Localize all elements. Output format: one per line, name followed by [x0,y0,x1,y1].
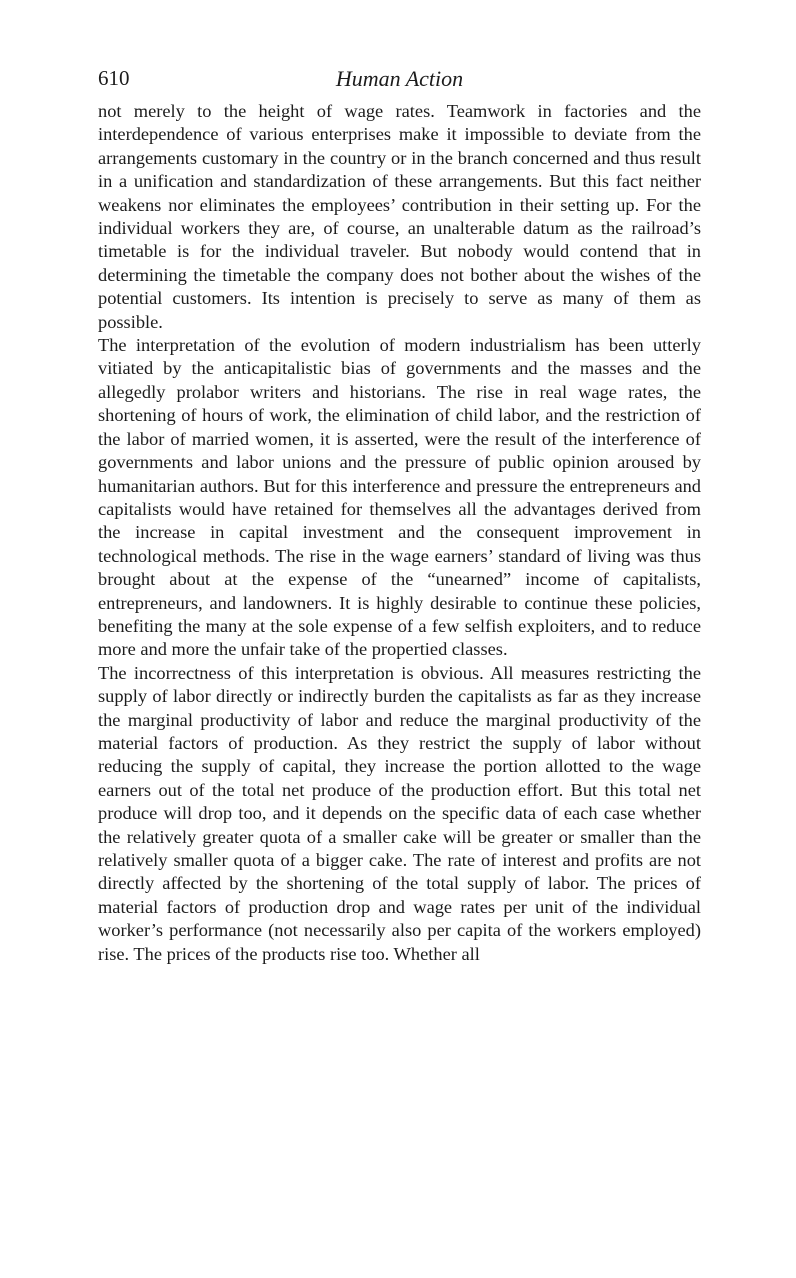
running-head [98,66,701,96]
paragraph-3: The incorrectness of this interpretation is obvious. All measures restricting the supply of labor directly or indirectly burden the capitalists as far as they increase the marginal productivity of labor and reduce the marginal productivity of the material factors of production. As they restrict the supply of labor without reducing the supply of capital, they increase the portion allotted to the wage earners out of the total net produce of the production effort. But this total net produce will drop too, and it depends on the specific data of each case whether the relatively greater quota of a smaller cake will be greater or smaller than the relatively smaller quota of a bigger cake. The rate of interest and profits are not directly affected by the shortening of the total supply of labor. The prices of material factors of production drop and wage rates per unit of the individual worker’s performance (not necessarily also per capita of the workers employed) rise. The prices of the products rise too. Whether all [98,662,701,964]
book-title: Human Action [335,66,464,91]
body-text [98,100,701,966]
paragraph-1: not merely to the height of wage rates. Teamwork in factories and the interdependence of various enterprises make it impossible to deviate from the arrangements customary in the country or in the branch concerned and thus result in a unification and standardization of these arrangements. But this fact neither weakens nor eliminates the employees’ contribution in their setting up. For the individual workers they are, of course, an unalterable datum as the railroad’s timetable is for the individual traveler. But nobody would contend that in determining the timetable the company does not bother about the wishes of the potential customers. Its intention is precisely to serve as many of them as possible. [98,101,701,332]
page-number: 610 [98,66,130,90]
book-page [98,66,701,966]
paragraph-2: The interpretation of the evolution of modern industrialism has been utterly vitiated by the anticapitalistic bias of governments and the masses and the allegedly prolabor writers and historians. The rise in real wage rates, the shortening of hours of work, the elimination of child labor, and the restriction of the labor of married women, it is asserted, were the result of the interference of governments and labor unions and the pressure of public opinion aroused by humanitarian authors. But for this interference and pressure the entrepreneurs and capitalists would have retained for themselves all the advantages derived from the increase in capital investment and the consequent improvement in technological methods. The rise in the wage earners’ standard of living was thus brought about at the expense of the “unearned” income of capitalists, entrepreneurs, and landowners. It is highly desirable to continue these policies, benefiting the many at the sole expense of a few selfish exploiters, and to reduce more and more the unfair take of the propertied classes. [98,335,701,660]
